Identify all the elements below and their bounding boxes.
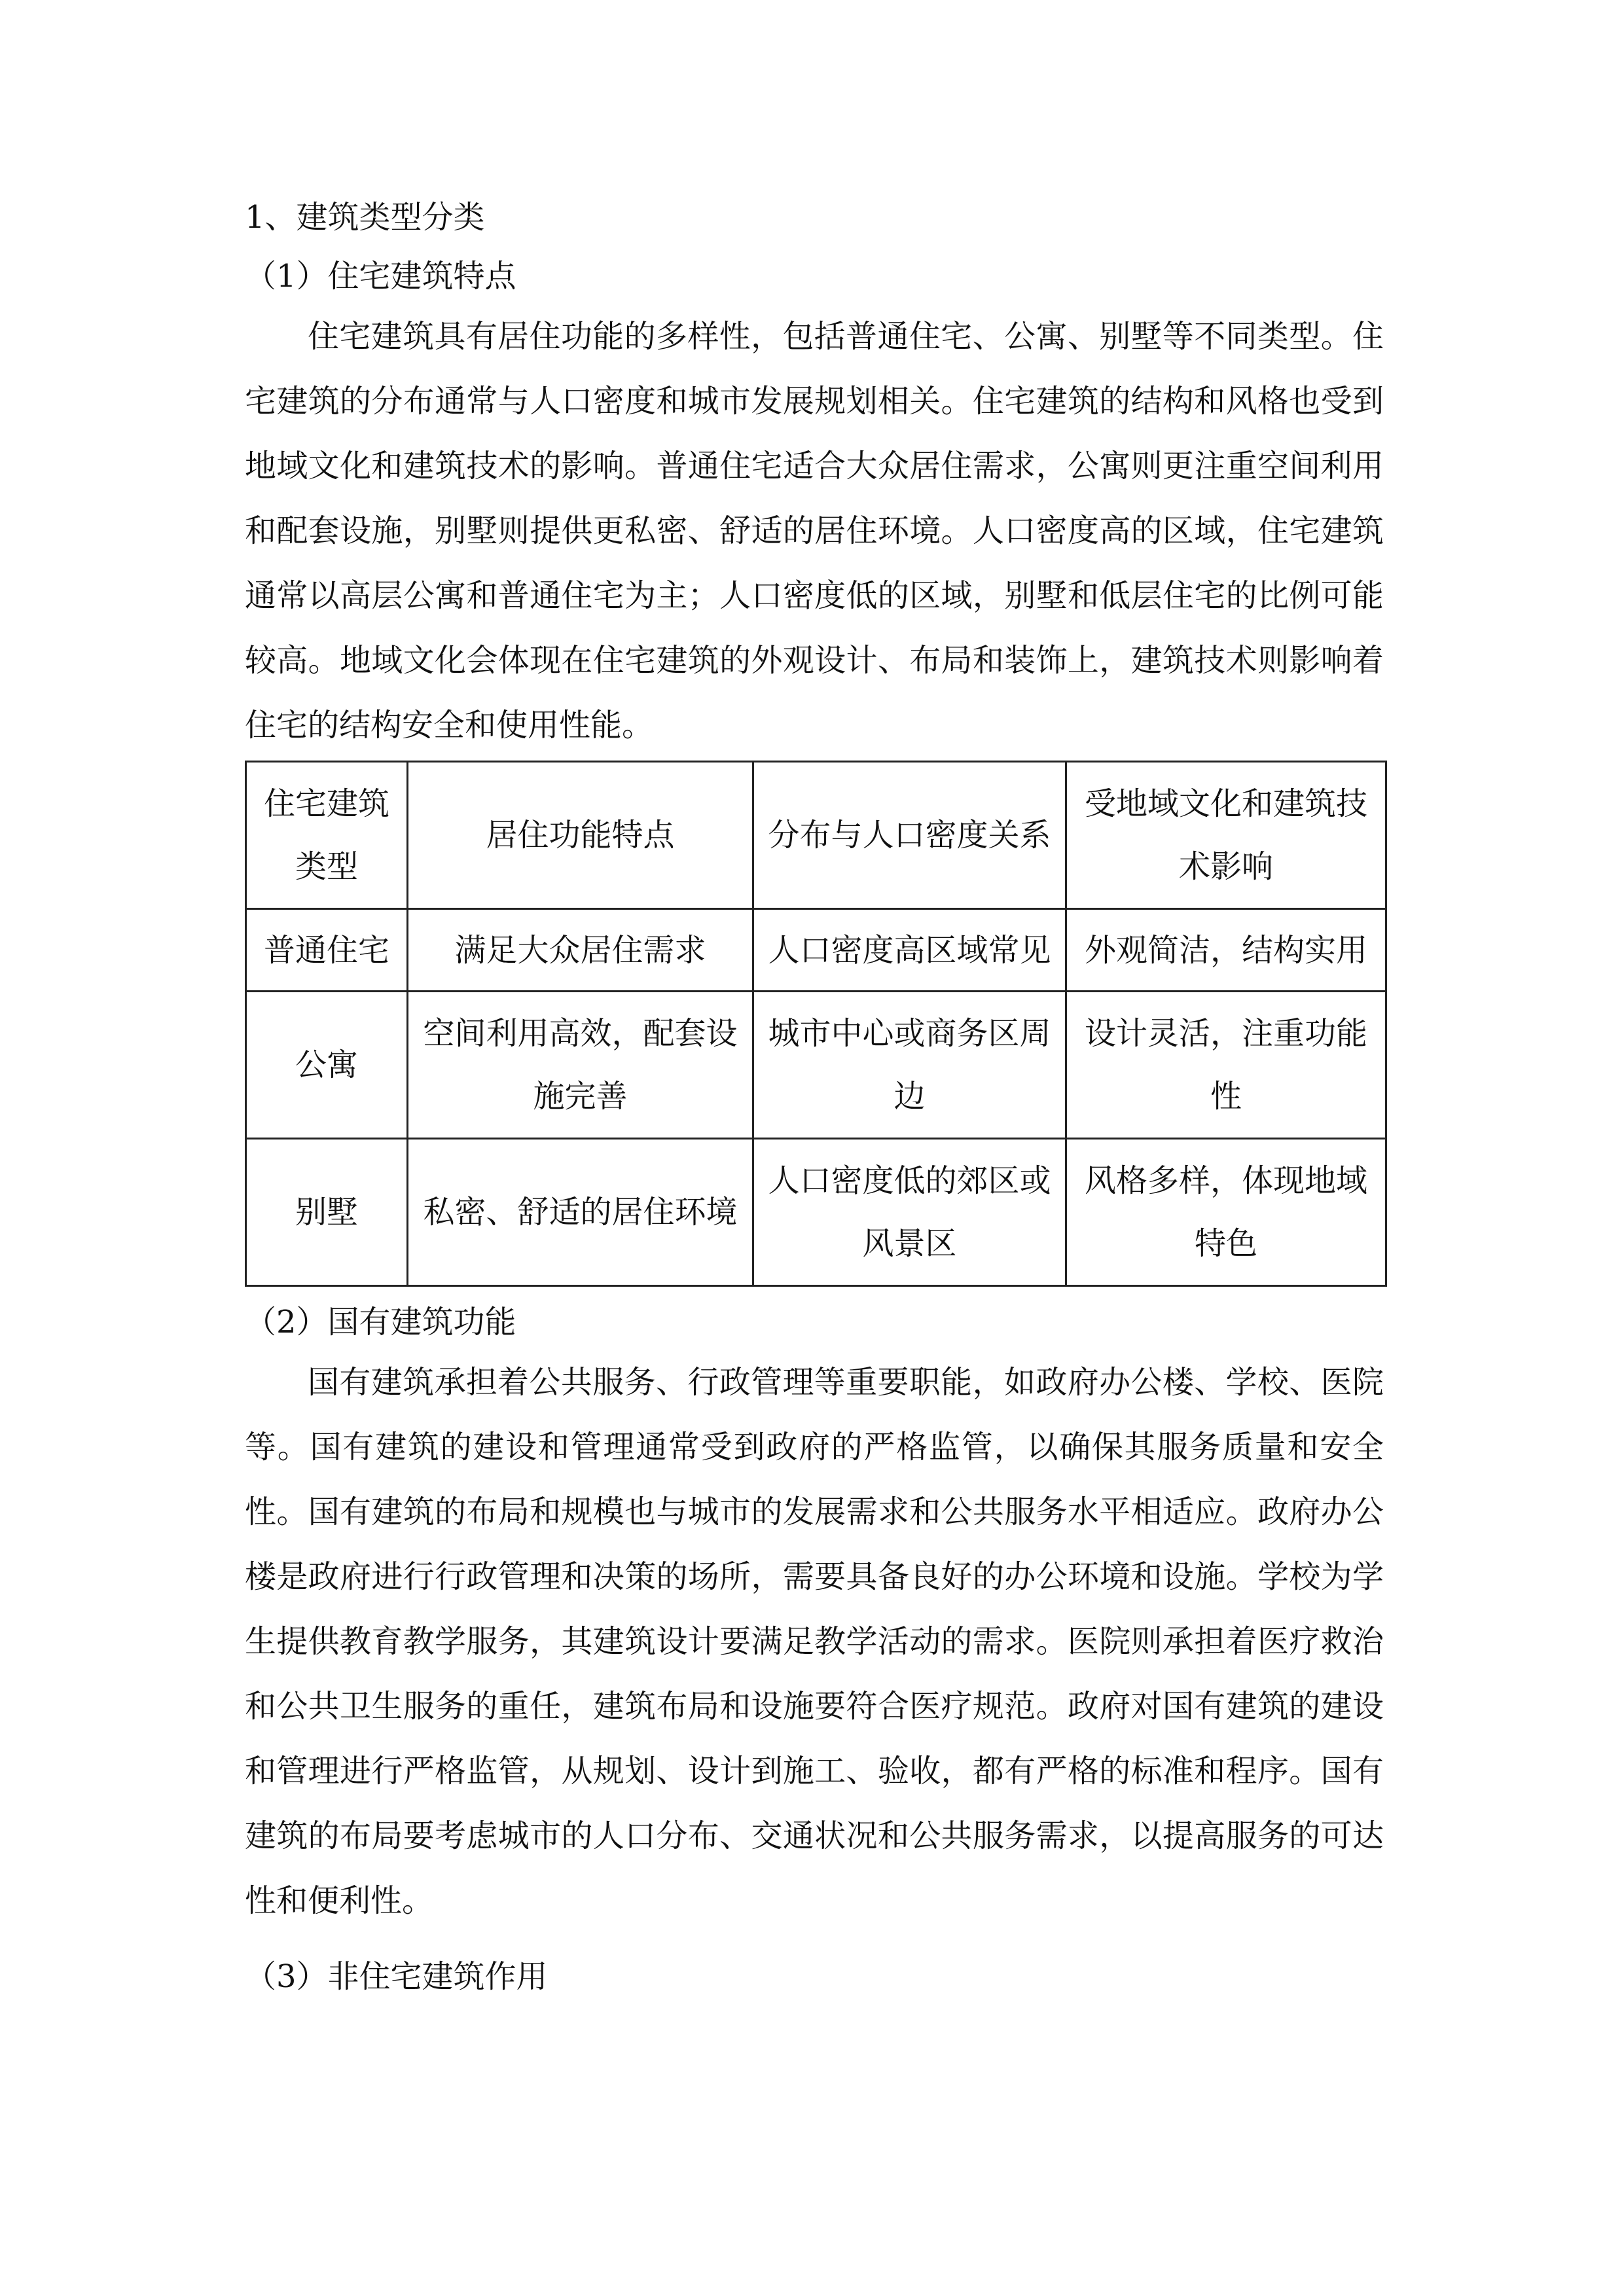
table-cell: 满足大众居住需求: [408, 909, 753, 992]
table-cell: 空间利用高效，配套设施完善: [408, 992, 753, 1139]
residential-heading: （1）住宅建筑特点: [245, 258, 516, 295]
table-row: [246, 992, 1386, 1139]
table-header-cell: 分布与人口密度关系: [753, 762, 1066, 909]
non-residential-heading: （3）非住宅建筑作用: [245, 1958, 548, 1995]
section-title: 1、建筑类型分类: [245, 199, 485, 236]
table-cell: 人口密度低的郊区或风景区: [753, 1139, 1066, 1286]
table-cell: 风格多样，体现地域特色: [1066, 1139, 1386, 1286]
table-header-cell: 居住功能特点: [408, 762, 753, 909]
table-cell: 普通住宅: [246, 909, 408, 992]
table-cell: 城市中心或商务区周边: [753, 992, 1066, 1139]
state-owned-paragraph: 国有建筑承担着公共服务、行政管理等重要职能，如政府办公楼、学校、医院等。国有建筑的建设和管理通常受到政府的严格监管，以确保其服务质量和安全性。国有建筑的布局和规模也与城市的发展需求和公共服务水平相适应。政府办公楼是政府进行行政管理和决策的场所，需要具备良好的办公环境和设施。学校为学生提供教育教学服务，其建筑设计要满足教学活动的需求。医院则承担着医疗救治和公共卫生服务的重任，建筑布局和设施要符合医疗规范。政府对国有建筑的建设和管理进行严格监管，从规划、设计到施工、验收，都有严格的标准和程序。国有建筑的布局要考虑城市的人口分布、交通状况和公共服务需求，以提高服务的可达性和便利性。: [245, 1364, 1384, 1919]
table-cell: 设计灵活，注重功能性: [1066, 992, 1386, 1139]
table-row: [246, 1139, 1386, 1286]
table-header-row: [246, 762, 1386, 909]
table-header-cell: 受地域文化和建筑技术影响: [1066, 762, 1386, 909]
residential-types-table: [245, 761, 1387, 1287]
residential-paragraph: 住宅建筑具有居住功能的多样性，包括普通住宅、公寓、别墅等不同类型。住宅建筑的分布通常与人口密度和城市发展规划相关。住宅建筑的结构和风格也受到地域文化和建筑技术的影响。普通住宅适合大众居住需求，公寓则更注重空间利用和配套设施，别墅则提供更私密、舒适的居住环境。人口密度高的区域，住宅建筑通常以高层公寓和普通住宅为主；人口密度低的区域，别墅和低层住宅的比例可能较高。地域文化会体现在住宅建筑的外观设计、布局和装饰上，建筑技术则影响着住宅的结构安全和使用性能。: [245, 318, 1384, 744]
state-owned-heading: （2）国有建筑功能: [245, 1304, 516, 1340]
table-row: [246, 909, 1386, 992]
table-cell: 人口密度高区域常见: [753, 909, 1066, 992]
table-cell: 公寓: [246, 992, 408, 1139]
table-header-cell: 住宅建筑类型: [246, 762, 408, 909]
table-cell: 别墅: [246, 1139, 408, 1286]
table-cell: 外观简洁，结构实用: [1066, 909, 1386, 992]
table-cell: 私密、舒适的居住环境: [408, 1139, 753, 1286]
